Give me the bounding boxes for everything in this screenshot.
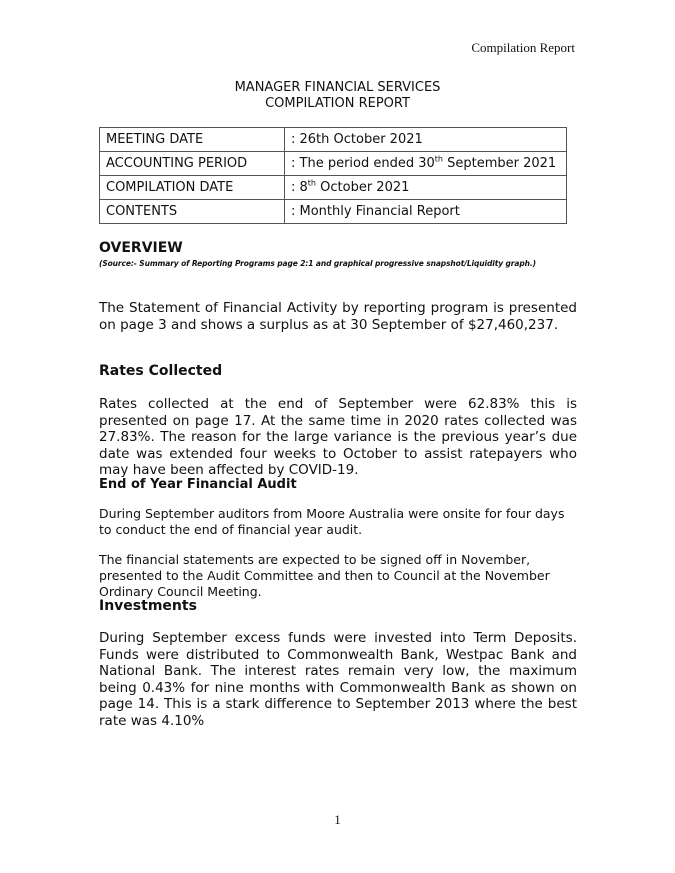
meta-value: [285, 152, 567, 176]
table-row: [100, 152, 567, 176]
title-line-2: COMPILATION REPORT: [265, 96, 410, 111]
overview-paragraph: The Statement of Financial Activity by reporting program is presented on page 3 and shows a surplus as at 30 September of $27,460,237.: [99, 300, 577, 333]
running-header: Compilation Report: [471, 40, 575, 55]
meta-key: MEETING DATE: [100, 128, 285, 152]
value-prefix: : 8: [291, 180, 308, 195]
investments-heading: Investments: [99, 598, 197, 614]
meta-value: [285, 176, 567, 200]
meta-key: CONTENTS: [100, 200, 285, 224]
audit-paragraph-1: During September auditors from Moore Australia were onsite for four days to conduct the end of financial year audit.: [99, 506, 565, 537]
audit-paragraph-2: The financial statements are expected to be signed off in November, presented to the Audit Committee and then to Council at the November Ordinary Council Meeting.: [99, 552, 550, 599]
title-line-1: MANAGER FINANCIAL SERVICES: [234, 80, 441, 95]
table-row: [100, 176, 567, 200]
report-title: [0, 80, 675, 112]
rates-paragraph: Rates collected at the end of September were 62.83% this is presented on page 17. At the same time in 2020 rates collected was 27.83%. The reason for the large variance is the previous year’s due date was extended four weeks to October to assist ratepayers who may have been affected by COVID-19.: [99, 396, 577, 478]
value-superscript: th: [434, 154, 443, 164]
value-suffix: September 2021: [443, 156, 557, 171]
audit-heading: End of Year Financial Audit: [99, 477, 297, 492]
table-row: [100, 200, 567, 224]
meta-key: COMPILATION DATE: [100, 176, 285, 200]
meta-value: : 26th October 2021: [285, 128, 567, 152]
overview-heading: OVERVIEW: [99, 240, 183, 256]
meta-table: [99, 127, 567, 224]
meta-key: ACCOUNTING PERIOD: [100, 152, 285, 176]
value-superscript: th: [307, 178, 317, 188]
value-suffix: October 2021: [316, 180, 410, 195]
page-number: 1: [334, 812, 341, 827]
rates-heading: Rates Collected: [99, 363, 223, 379]
overview-source-note: (Source:- Summary of Reporting Programs page 2:1 and graphical progressive snapshot/Liquidity graph.): [99, 259, 536, 268]
table-row: [100, 128, 567, 152]
value-prefix: : The period ended 30: [291, 156, 435, 171]
meta-value: : Monthly Financial Report: [285, 200, 567, 224]
investments-paragraph: During September excess funds were invested into Term Deposits. Funds were distributed to Commonwealth Bank, Westpac Bank and National Bank. The interest rates remain very low, the maximum being 0.43% for nine months with Commonwealth Bank as shown on page 14. This is a stark difference to September 2013 where the best rate was 4.10%: [99, 630, 577, 729]
